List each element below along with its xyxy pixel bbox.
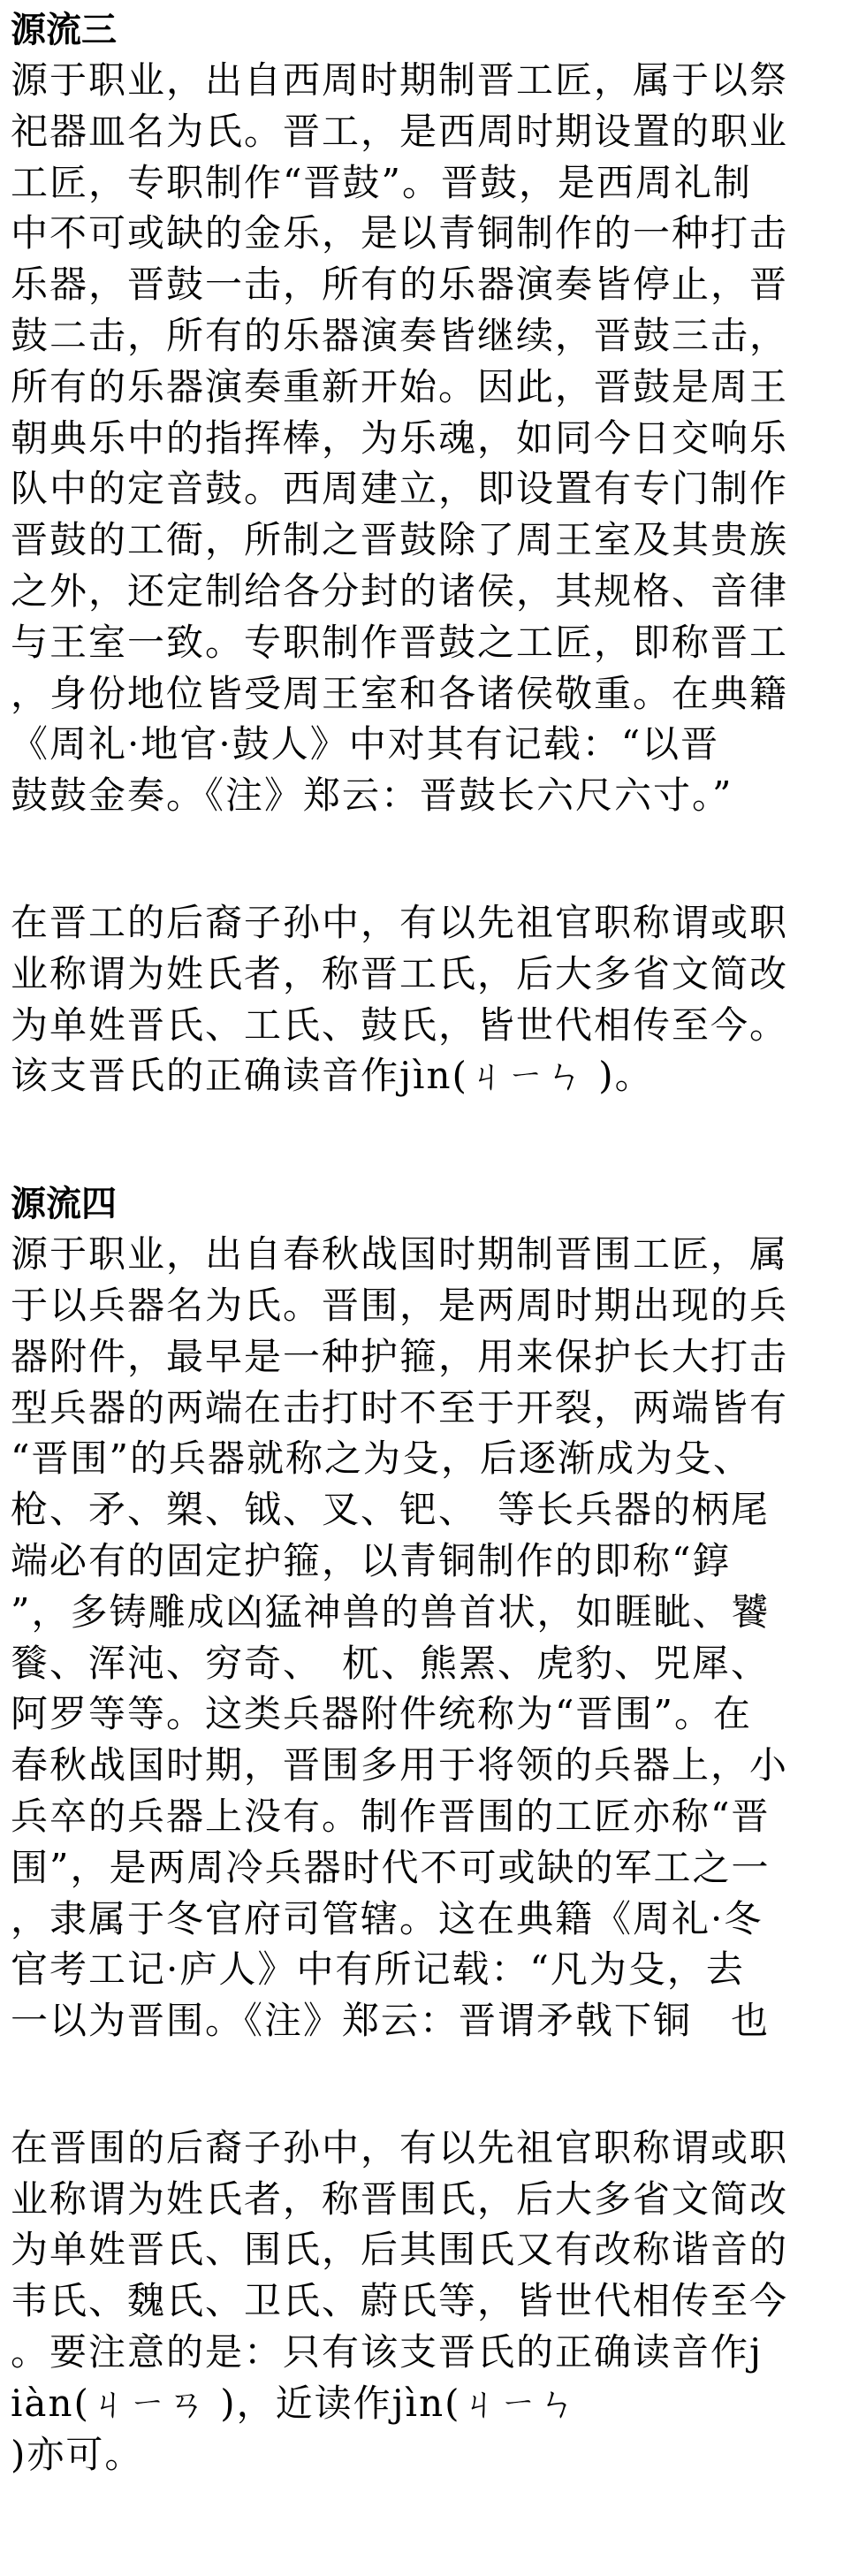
text-line: 源于职业，出自西周时期制晋工匠，属于以祭 [11,58,789,102]
text-line: 在晋围的后裔子孙中，有以先祖官职称谓或职 [11,2125,789,2169]
text-line: 工匠，专职制作“晋鼓”。晋鼓，是西周礼制 [11,160,752,204]
text-line: 端必有的固定护箍，以青铜制作的即称“錞 [11,1538,732,1582]
text-line: 器附件，最早是一种护箍，用来保护长大打击 [11,1334,789,1378]
text-line: 源于职业，出自春秋战国时期制晋围工匠，属 [11,1232,789,1277]
text-line: iàn(ㄐㄧㄢ )，近读作jìn(ㄐㄧㄣ [11,2381,578,2425]
text-line: 官考工记·庐人》中有所记载：“凡为殳，去 [11,1947,745,1992]
text-line: 祀器皿名为氏。晋工，是西周时期设置的职业 [11,109,789,153]
text-line: 乐器，晋鼓一击，所有的乐器演奏皆停止，晋 [11,263,789,307]
text-line: 中不可或缺的金乐，是以青铜制作的一种打击 [11,211,789,255]
text-line: 鼓二击，所有的乐器演奏皆继续，晋鼓三击， [11,313,789,357]
text-line: 所有的乐器演奏重新开始。因此，晋鼓是周王 [11,364,789,408]
text-line: ，隶属于冬官府司管辖。这在典籍《周礼·冬 [11,1896,763,1940]
text-line: 与王室一致。专职制作晋鼓之工匠，即称晋工 [11,620,789,664]
paragraph [11,1229,857,2046]
text-line: 朝典乐中的指挥棒，为乐魂，如同今日交响乐 [11,415,789,460]
paragraph [11,897,857,1101]
text-line: 型兵器的两端在击打时不至于开裂，两端皆有 [11,1385,789,1429]
text-line: 为单姓晋氏、围氏，后其围氏又有改称谐音的 [11,2228,789,2272]
text-line: 业称谓为姓氏者，称晋工氏，后大多省文简改 [11,951,789,995]
text-line: 兵卒的兵器上没有。制作晋围的工匠亦称“晋 [11,1794,771,1838]
text-line: 餮、浑沌、穷奇、 杌、熊罴、虎豹、兕犀、 [11,1641,771,1685]
section-title: 源流三 [11,9,117,50]
text-line: “晋围”的兵器就称之为殳，后逐渐成为殳、 [11,1437,752,1481]
text-line: 在晋工的后裔子孙中，有以先祖官职称谓或职 [11,900,789,944]
section-source-4 [11,1179,857,2480]
text-line: 韦氏、魏氏、卫氏、蔚氏等，皆世代相传至今 [11,2279,789,2323]
text-line: 该支晋氏的正确读音作jìn(ㄐㄧㄣ )。 [11,1054,654,1098]
text-line: )亦可。 [11,2432,144,2476]
text-line: 业称谓为姓氏者，称晋围氏，后大多省文简改 [11,2176,789,2221]
text-line: 鼓鼓金奏。《注》郑云：晋鼓长六尺六寸。” [11,774,733,818]
text-line: 于以兵器名为氏。晋围，是两周时期出现的兵 [11,1283,789,1327]
paragraph-spacer [11,2046,857,2123]
section-source-3 [11,5,857,1101]
paragraph-spacer [11,821,857,897]
text-line: 《周礼·地官·鼓人》中对其有记载：“以晋 [11,722,720,766]
section-title: 源流四 [11,1183,117,1225]
text-line: 晋鼓的工衙，所制之晋鼓除了周王室及其贵族 [11,518,789,562]
text-line: 之外，还定制给各分封的诸侯，其规格、音律 [11,568,789,613]
text-line: 阿罗等等。这类兵器附件统称为“晋围”。在 [11,1692,752,1736]
paragraph [11,55,857,821]
text-line: 队中的定音鼓。西周建立，即设置有专门制作 [11,467,789,511]
text-line: 围”，是两周冷兵器时代不可或缺的军工之一 [11,1845,771,1889]
text-line: 。要注意的是：只有该支晋氏的正确读音作j [11,2330,763,2374]
paragraph [11,2123,857,2481]
section-spacer [11,1101,857,1179]
text-line: 一以为晋围。《注》郑云：晋谓矛戟下铜 也 [11,1999,771,2043]
text-line: 枪、矛、槊、钺、叉、钯、 等长兵器的柄尾 [11,1488,771,1532]
text-line: 春秋战国时期，晋围多用于将领的兵器上，小 [11,1743,789,1787]
text-line: ”，多铸雕成凶猛神兽的兽首状，如睚眦、饕 [11,1589,771,1634]
text-line: 为单姓晋氏、工氏、鼓氏，皆世代相传至今。 [11,1002,789,1047]
text-line: ，身份地位皆受周王室和各诸侯敬重。在典籍 [11,671,789,715]
